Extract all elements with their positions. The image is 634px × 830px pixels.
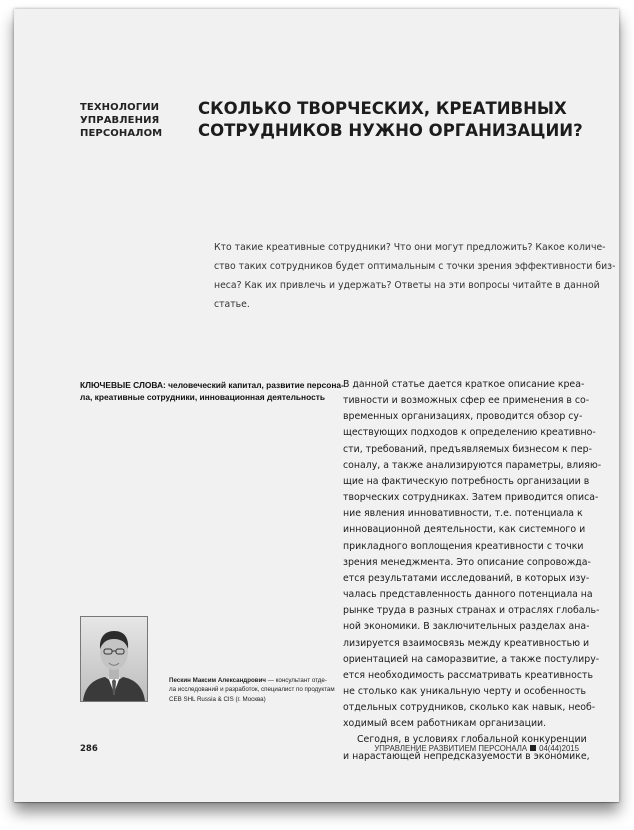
- square-bullet-icon: [530, 745, 536, 751]
- author-name: Пескин Максим Александрович: [169, 677, 266, 684]
- body-line: ние явления инновативности, т.е. потенциала к: [343, 508, 583, 520]
- article-title: [198, 98, 598, 142]
- body-line: соналу, а также анализируются параметры, влияю-: [343, 459, 602, 471]
- author-role: ла исследований и разработок, специалист по продуктам: [169, 686, 335, 694]
- body-line: щие на фактическую потребность организации в: [343, 475, 590, 487]
- keywords-label: КЛЮЧЕВЫЕ СЛОВА:: [80, 380, 166, 390]
- body-line: ществующих подходов к определению креативно-: [343, 427, 596, 439]
- body-line: отдельных сотрудников, сколько как навык, необ-: [343, 702, 596, 714]
- body-line: ной экономики. В заключительных разделах ана-: [343, 621, 590, 633]
- keywords-text: ла, креативные сотрудники, инновационная деятельность: [80, 392, 326, 402]
- article-title-line: СКОЛЬКО ТВОРЧЕСКИХ, КРЕАТИВНЫХ: [198, 99, 567, 118]
- body-line: временных организациях, проводится обзор су-: [343, 411, 583, 423]
- journal-name: УПРАВЛЕНИЕ РАЗВИТИЕМ ПЕРСОНАЛА: [374, 744, 528, 753]
- lead-line: статье.: [214, 299, 250, 310]
- body-line: творческих сотрудниках. Затем приводится описа-: [343, 492, 599, 504]
- article-title-line: СОТРУДНИКОВ НУЖНО ОРГАНИЗАЦИИ?: [198, 121, 583, 140]
- journal-page: [14, 9, 619, 802]
- body-line: Сегодня, в условиях глобальной конкуренции: [357, 734, 587, 746]
- body-line: ориентацией на саморазвитие, а также постулиру-: [343, 653, 600, 665]
- body-line: рынке труда в разных странах и отраслях глобаль-: [343, 605, 600, 617]
- keywords: [80, 379, 344, 403]
- body-line: не столько как уникальную черту и особенность: [343, 685, 587, 697]
- section-label-line: УПРАВЛЕНИЯ: [80, 115, 160, 126]
- lead-line: неса? Как их привлечь и удержать? Ответы на эти вопросы читайте в данной: [214, 280, 600, 291]
- journal-footer: [374, 744, 579, 753]
- body-line: В данной статье дается краткое описание креа-: [343, 379, 585, 390]
- body-line: прикладного воплощения креативности с точки: [343, 540, 584, 552]
- body-line: лизируется взаимосвязь между креативностью и: [343, 637, 590, 649]
- page-number: 286: [80, 744, 98, 754]
- body-line: тивности и возможных сфер ее применения в со-: [343, 395, 590, 407]
- section-label-line: ТЕХНОЛОГИИ: [80, 102, 160, 113]
- body-line: ходимый всем работникам организации.: [343, 718, 547, 730]
- body-line: ется результатами исследований, в которых изу-: [343, 572, 590, 584]
- body-line: и нарастающей непредсказуемости в экономике,: [343, 750, 590, 762]
- section-label-line: ПЕРСОНАЛОМ: [80, 128, 163, 139]
- lead-line: ство таких сотрудников будет оптимальным с точки зрения эффективности биз-: [214, 261, 616, 272]
- article-body: [343, 377, 602, 765]
- author-role: — консультант отде-: [266, 677, 327, 684]
- body-line: чалась представленность данного потенциала на: [343, 589, 593, 601]
- body-line: зрения менеджмента. Это описание сопровожда-: [343, 556, 591, 568]
- author-role: CEB SHL Russia & CIS (г. Москва): [169, 695, 266, 703]
- body-line: инновационной деятельности, как системного и: [343, 524, 586, 536]
- keywords-text: человеческий капитал, развитие персона-: [165, 380, 344, 390]
- body-line: ется необходимость рассматривать креативность: [343, 669, 593, 681]
- author-portrait-image: [81, 617, 147, 701]
- author-photo: [80, 616, 148, 702]
- lead-paragraph: [214, 238, 616, 314]
- keywords-line-1: [80, 379, 344, 391]
- author-caption-line-1: [169, 676, 339, 685]
- author-caption: [169, 676, 339, 704]
- section-label: [80, 101, 190, 140]
- body-line: сти, требований, предъявляемых бизнесом к пер-: [343, 443, 593, 455]
- journal-issue: 04(44)2015: [539, 744, 579, 753]
- lead-line: Кто такие креативные сотрудники? Что они могут предложить? Какое количе-: [214, 242, 606, 253]
